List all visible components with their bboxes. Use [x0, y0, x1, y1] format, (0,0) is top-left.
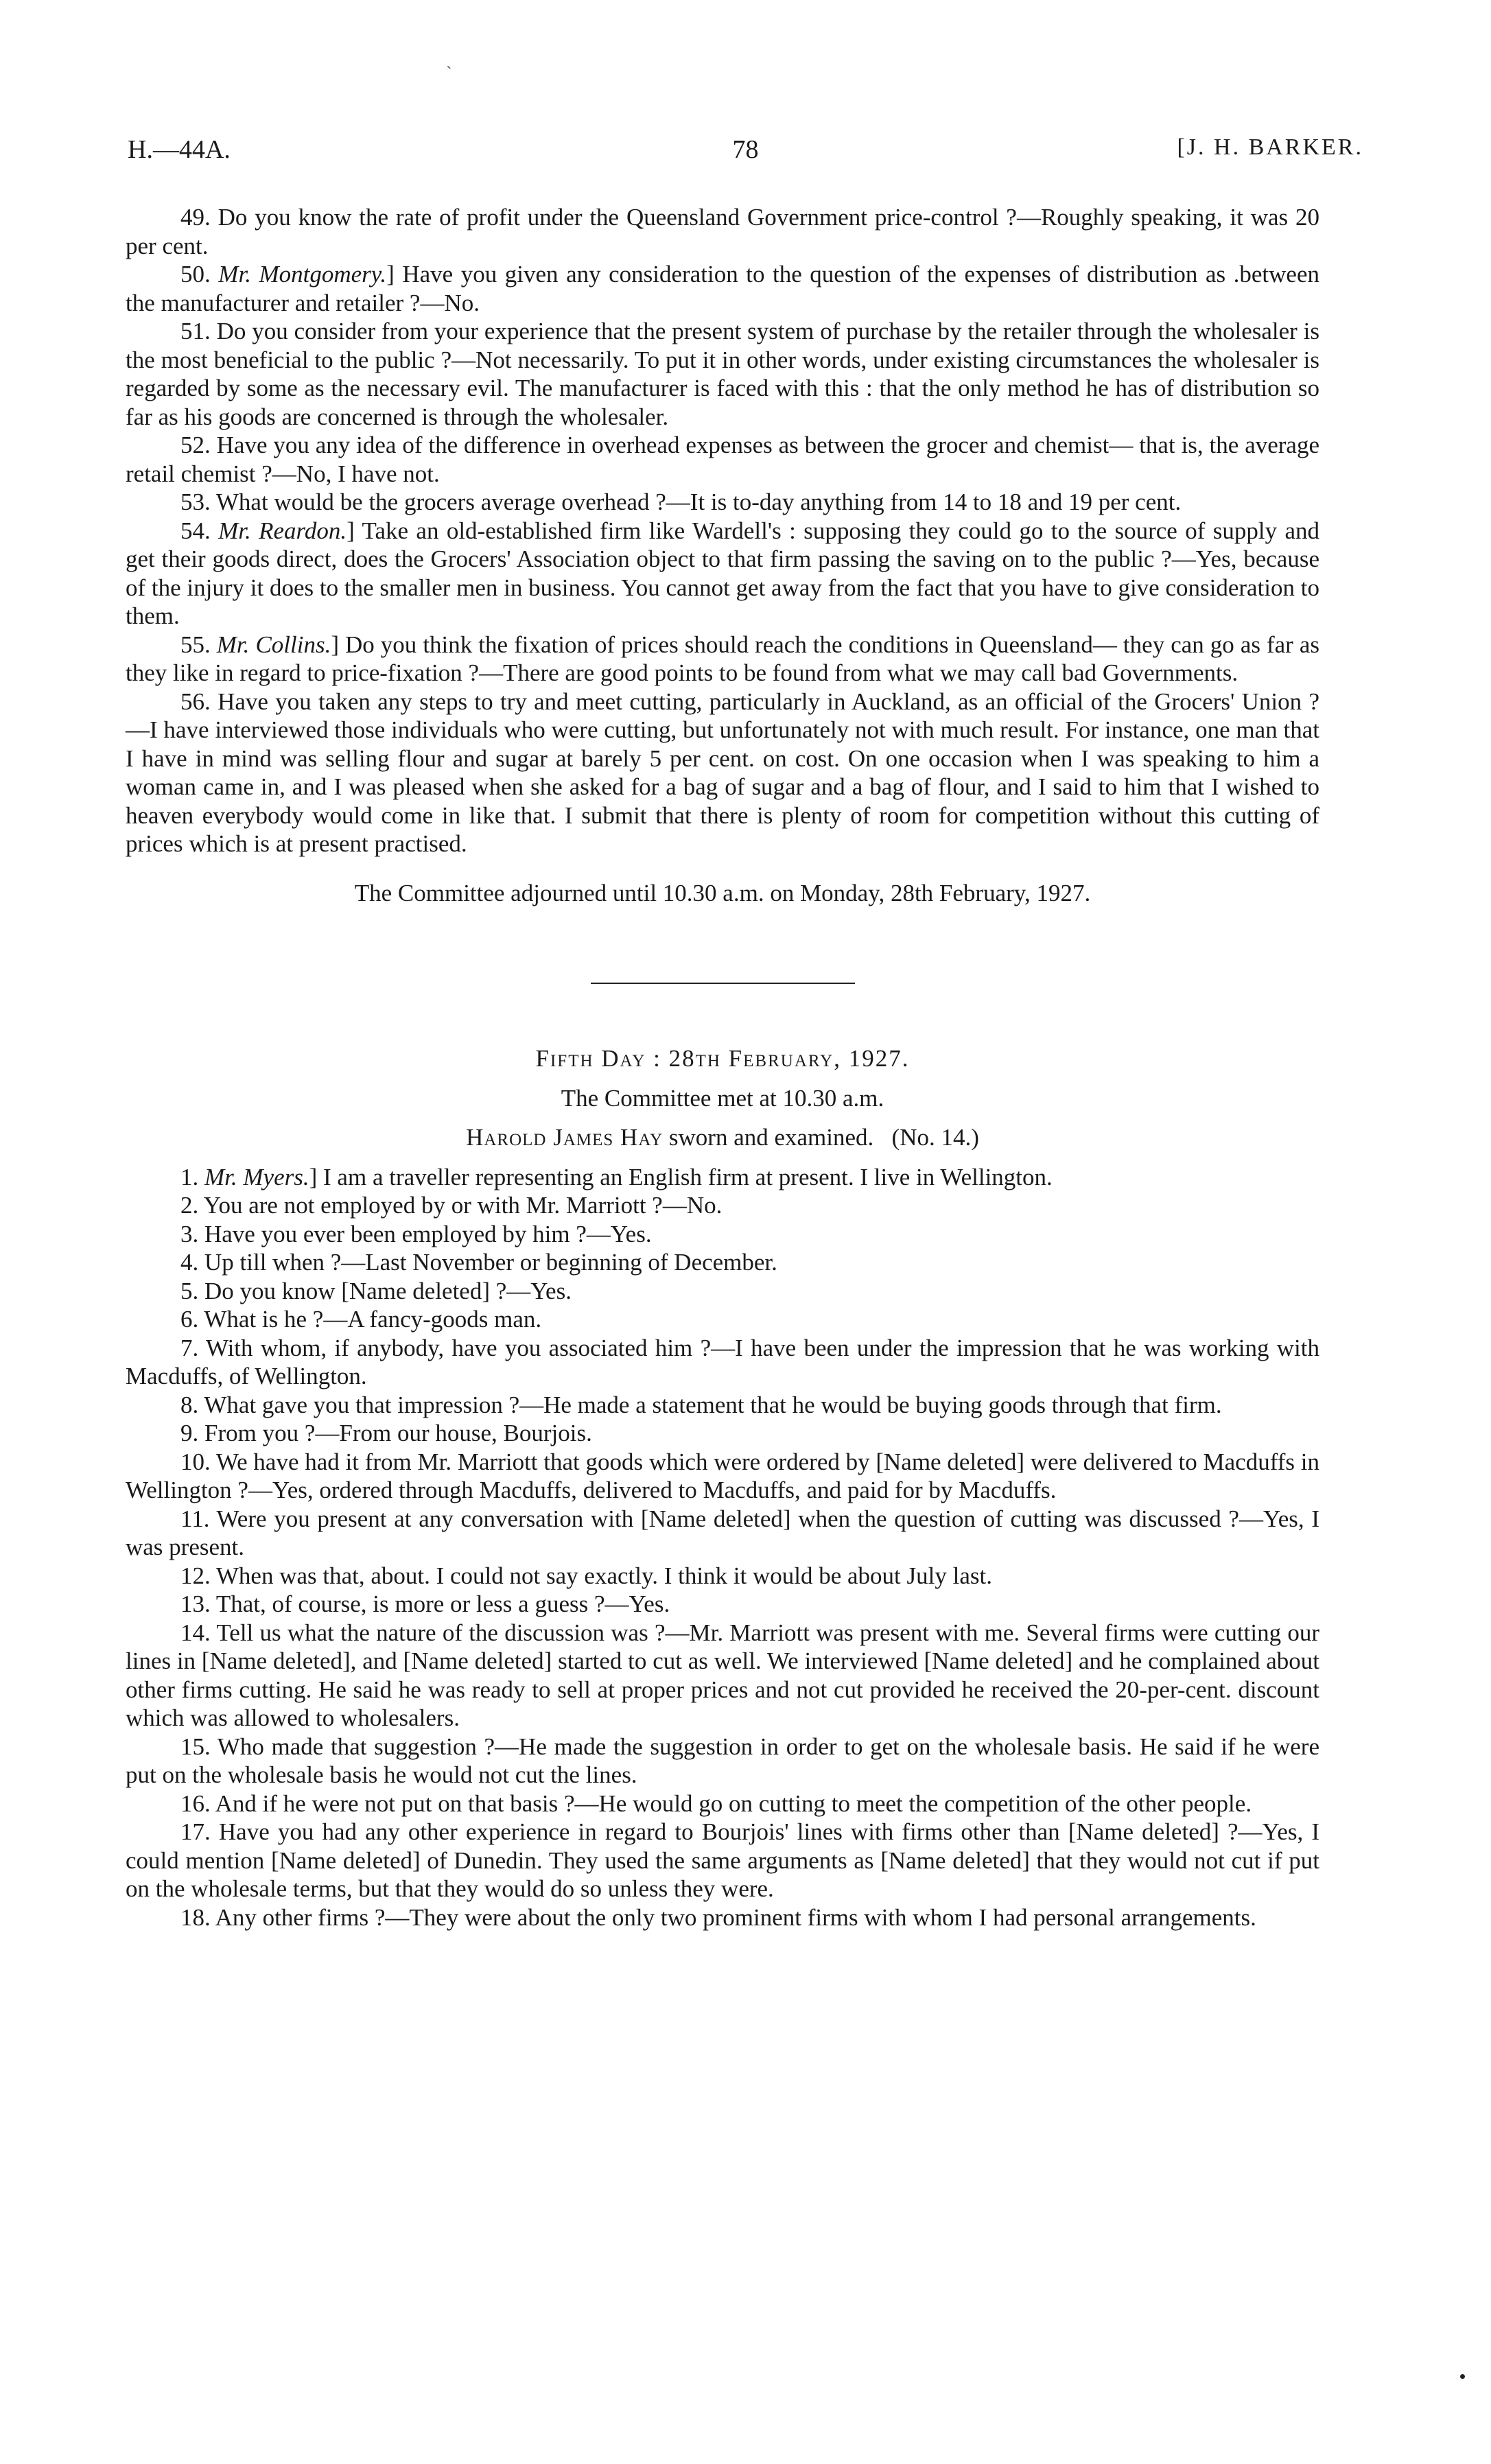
- question-answer-paragraph: [126, 631, 1319, 688]
- question-answer-paragraph: [126, 688, 1319, 858]
- question-answer-text: Have you any idea of the difference in overhead expenses as between the grocer and chemist— that is, the average retail chemist ?—No, I have not.: [126, 432, 1319, 487]
- question-number: 11.: [180, 1505, 210, 1532]
- question-number: 18.: [180, 1903, 211, 1931]
- question-answer-text: Were you present at any conversation with [Name deleted] when the question of cutting was discussed ?—Yes, I was present.: [126, 1505, 1319, 1560]
- question-answer-text: ] I am a traveller representing an English firm at present. I live in Wellington.: [309, 1163, 1053, 1190]
- question-answer-text: When was that, about. I could not say exactly. I think it would be about July last.: [215, 1562, 992, 1589]
- question-answer-text: What would be the grocers average overhead ?—It is to-day anything from 14 to 18 and 19 per cent.: [215, 489, 1182, 515]
- witness-line-rest: sworn and examined. (No. 14.): [663, 1124, 979, 1151]
- question-answer-paragraph: [126, 1562, 1319, 1591]
- question-answer-text: And if he were not put on that basis ?—He would go on cutting to meet the competition of the other people.: [215, 1790, 1252, 1817]
- ink-dot: [1460, 2374, 1465, 2379]
- question-answer-text: Tell us what the nature of the discussion was ?—Mr. Marriott was present with me. Several firms were cutting our lines in [Name deleted], and [Name deleted] started to cut as well. We interviewed [Name deleted] and he complained about other firms cutting. He said he was ready to sell at proper prices and not cut provided he received the 20-per-cent. discount which was allowed to wholesalers.: [126, 1619, 1319, 1731]
- question-answer-paragraph: [126, 1448, 1319, 1505]
- speaker-name: Mr. Reardon.: [218, 517, 347, 544]
- question-number: 49.: [180, 204, 211, 231]
- question-answer-text: Have you had any other experience in regard to Bourjois' lines with firms other than [Name deleted] ?—Yes, I could mention [Name deleted] of Dunedin. They used the same arguments as [Name deleted] that they would not cut if put on the wholesale terms, but that they would do so unless they were.: [126, 1818, 1320, 1902]
- page-header: [128, 134, 1363, 176]
- question-answer-paragraph: [126, 1505, 1319, 1562]
- question-answer-text: Do you know the rate of profit under the Queensland Government price-control ?—Roughly speaking, it was 20 per cent.: [126, 204, 1319, 259]
- question-answer-text: What is he ?—A fancy-goods man.: [204, 1306, 542, 1333]
- question-answer-paragraph: [126, 260, 1319, 317]
- question-answer-paragraph: [126, 1334, 1319, 1391]
- question-answer-paragraph: [126, 1220, 1319, 1249]
- question-number: 54.: [180, 517, 211, 544]
- question-answer-paragraph: [126, 1419, 1319, 1448]
- page-number: 78: [732, 135, 759, 164]
- question-number: 12.: [180, 1562, 211, 1589]
- document-reference: H.—44A.: [128, 135, 231, 164]
- question-answer-text: Have you taken any steps to try and meet cutting, particularly in Auckland, as an official of the Grocers' Union ?—I have interviewed those individuals who were cutting, but unfortunately not with much result. For instance, one man that I have in mind was selling flour and sugar at barely 5 per cent. on cost. On one occasion when I was speaking to him a woman came in, and I was pleased when she asked for a bag of sugar and a bag of flour, and I said to him that I wished to heaven everybody would come in like that. I submit that there is plenty of room for competition without this cutting of prices which is at present practised.: [126, 688, 1319, 857]
- question-number: 9.: [180, 1420, 199, 1446]
- question-answer-text: Up till when ?—Last November or beginning of December.: [204, 1249, 777, 1276]
- question-number: 13.: [180, 1591, 211, 1617]
- question-answer-paragraph: [126, 1248, 1319, 1277]
- question-list-part-1: [126, 203, 1319, 858]
- question-answer-paragraph: [126, 1790, 1319, 1818]
- question-number: 50.: [180, 261, 211, 288]
- question-number: 2.: [180, 1192, 199, 1219]
- witness-running-head: [J. H. BARKER.: [1177, 134, 1363, 160]
- speaker-name: Mr. Collins.: [216, 631, 331, 658]
- question-answer-paragraph: [126, 1733, 1319, 1790]
- question-number: 4.: [180, 1249, 199, 1276]
- adjournment-note: The Committee adjourned until 10.30 a.m. on Monday, 28th February, 1927.: [354, 879, 1091, 906]
- question-answer-text: Do you consider from your experience that the present system of purchase by the retailer through the wholesaler is the most beneficial to the public ?—Not necessarily. To put it in other words, under existing circumstances the wholesaler is regarded by some as the necessary evil. The manufacturer is faced with this : that the only method he has of distribution so far as his goods are concerned is through the wholesaler.: [126, 318, 1320, 430]
- question-number: 56.: [180, 688, 211, 715]
- question-answer-text: You are not employed by or with Mr. Marriott ?—No.: [203, 1192, 723, 1219]
- question-number: 16.: [180, 1790, 211, 1817]
- question-answer-paragraph: [126, 1818, 1319, 1903]
- question-number: 10.: [180, 1448, 211, 1475]
- question-answer-text: That, of course, is more or less a guess ?—Yes.: [215, 1591, 670, 1617]
- question-number: 6.: [180, 1306, 199, 1333]
- section-divider: [591, 983, 855, 984]
- speaker-name: Mr. Montgomery.: [218, 261, 387, 288]
- witness-line: [126, 1123, 1319, 1152]
- question-answer-paragraph: [126, 1191, 1319, 1220]
- question-answer-paragraph: [126, 1619, 1319, 1733]
- question-answer-text: Do you know [Name deleted] ?—Yes.: [204, 1277, 572, 1304]
- question-answer-paragraph: [126, 431, 1319, 488]
- question-number: 7.: [180, 1334, 199, 1361]
- question-answer-paragraph: [126, 488, 1319, 517]
- question-answer-text: Have you ever been employed by him ?—Yes.: [204, 1220, 652, 1247]
- question-number: 52.: [180, 432, 211, 458]
- question-number: 17.: [180, 1818, 211, 1845]
- committee-met-note: The Committee met at 10.30 a.m.: [561, 1084, 884, 1112]
- witness-name: Harold James Hay: [466, 1124, 664, 1151]
- question-answer-paragraph: [126, 1163, 1319, 1192]
- question-list-part-2: [126, 1163, 1319, 1932]
- question-number: 5.: [180, 1277, 199, 1304]
- transcript-body: [126, 203, 1319, 1932]
- question-answer-text: We have had it from Mr. Marriott that goods which were ordered by [Name deleted] were delivered to Macduffs in Wellington ?—Yes, ordered through Macduffs, delivered to Macduffs, and paid for by Macduffs.: [126, 1448, 1320, 1503]
- question-answer-text: What gave you that impression ?—He made a statement that he would be buying goods through that firm.: [204, 1391, 1222, 1418]
- day-heading: Fifth Day : 28th February, 1927.: [535, 1045, 910, 1072]
- question-number: 51.: [180, 318, 211, 344]
- question-answer-paragraph: [126, 1391, 1319, 1420]
- speaker-name: Mr. Myers.: [204, 1163, 309, 1190]
- question-answer-text: ] Have you given any consideration to the question of the expenses of distribution as .between the manufacturer and retailer ?—No.: [126, 261, 1320, 316]
- question-answer-paragraph: [126, 203, 1319, 260]
- question-number: 1.: [180, 1163, 199, 1190]
- question-answer-paragraph: [126, 1590, 1319, 1619]
- question-number: 3.: [180, 1220, 199, 1247]
- question-answer-paragraph: [126, 317, 1319, 431]
- question-answer-text: ] Take an old-established firm like Wardell's : supposing they could go to the source of supply and get their goods direct, does the Grocers' Association object to that firm passing the saving on to the public ?—Yes, because of the injury it does to the smaller men in business. You cannot get away from the fact that you have to give consideration to them.: [126, 517, 1319, 629]
- question-number: 14.: [180, 1619, 211, 1646]
- question-answer-text: From you ?—From our house, Bourjois.: [204, 1420, 592, 1446]
- question-answer-paragraph: [126, 1305, 1319, 1334]
- question-answer-text: Who made that suggestion ?—He made the suggestion in order to get on the wholesale basis. He said if he were put on the wholesale basis he would not cut the lines.: [126, 1733, 1319, 1788]
- question-answer-paragraph: [126, 517, 1319, 631]
- question-answer-paragraph: [126, 1903, 1319, 1932]
- stray-mark: ˎ: [446, 49, 452, 69]
- question-answer-text: With whom, if anybody, have you associated him ?—I have been under the impression that he was working with Macduffs, of Wellington.: [126, 1334, 1320, 1389]
- question-answer-text: Any other firms ?—They were about the only two prominent firms with whom I had personal arrangements.: [215, 1903, 1256, 1931]
- question-number: 53.: [180, 489, 211, 515]
- question-number: 8.: [180, 1391, 199, 1418]
- question-number: 55.: [180, 631, 211, 658]
- question-answer-paragraph: [126, 1277, 1319, 1306]
- question-number: 15.: [180, 1733, 211, 1760]
- question-answer-text: ] Do you think the fixation of prices should reach the conditions in Queensland— they can go as far as they like in regard to price-fixation ?—There are good points to be found from what we may call bad Governments.: [126, 631, 1320, 686]
